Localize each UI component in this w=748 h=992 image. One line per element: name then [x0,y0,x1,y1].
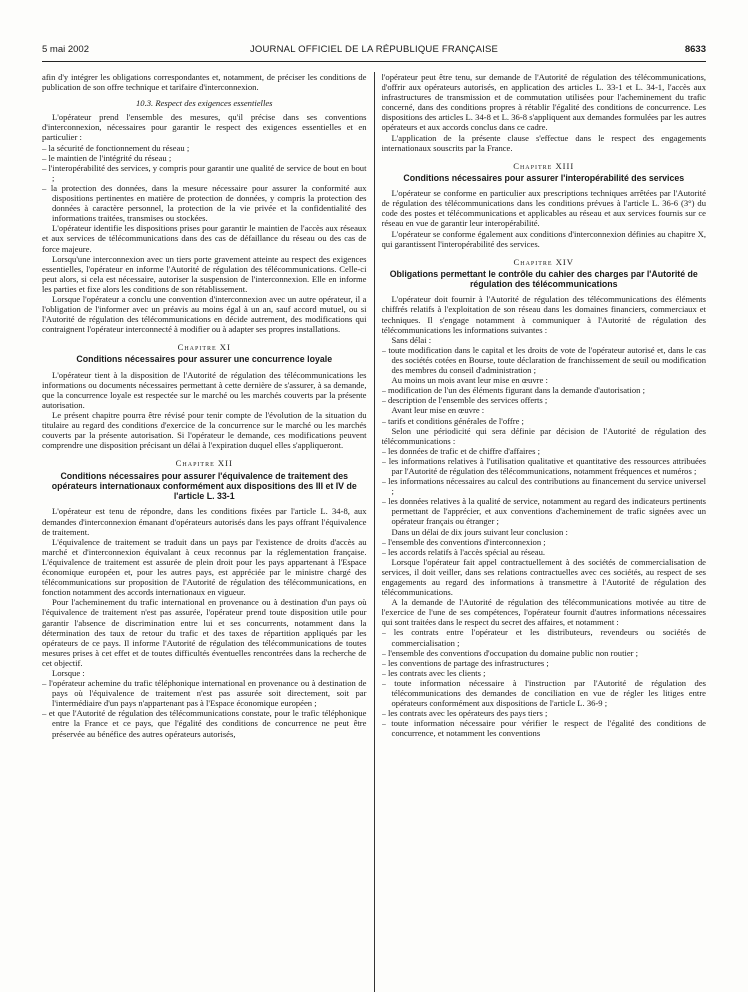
paragraph: Selon une périodicité qui sera définie par décision de l'Autorité de régulation des télécommunications : [381,425,706,446]
paragraph: L'opérateur prend l'ensemble des mesures, qu'il précise dans ses conventions d'interconnexion, nécessaires pour garantir le respect des exigences essentielles et en particulier : [42,112,367,143]
left-column [42,72,367,992]
paragraph: Lorsque l'opérateur a conclu une convention d'interconnexion avec un autre opérateur, il a l'obligation de l'informer avec un préavis au moins égal à un an, sauf accord mutuel, ou si l'Autorité de régulation des télécommunications en décide autrement, des modifications qui contraignent l'opérateur interconnecté à modifier ou à adapter ses propres installations. [42,293,367,335]
chapter-heading: Chapitre XIII [513,160,575,171]
list-item: – les contrats avec les opérateurs des pays tiers ; [381,708,548,719]
chapter-title: Obligations permettant le contrôle du cahier des charges par l'Autorité de régulation des télécommunications [389,268,698,290]
paragraph: L'opérateur est tenu de répondre, dans les conditions fixées par l'article L. 34-8, aux demandes d'interconnexion émanant d'opérateurs autorisés dans les pays offrant l'équivalence de traitement. [42,506,367,537]
paragraph: L'opérateur se conforme en particulier aux prescriptions techniques arrêtées par l'Autorité de régulation des télécommunications dans les conditions prévues à l'article L. 36-6 (3°) du code des postes et télécommunications et applicables au réseau et aux services fournis sur ce réseau en vue de garantir leur interopérabilité. [381,188,706,229]
paragraph: Le présent chapitre pourra être révisé pour tenir compte de l'évolution de la situation du titulaire au regard des conditions d'exercice de la concurrence sur le marché ou les marchés couverts par la présente autorisation. Si l'opérateur le demande, ces modifications peuvent comprendre une disposition précisant un délai à l'expiration duquel elles s'appliqueront. [42,410,367,451]
list-item: – le maintien de l'intégrité du réseau ; [42,152,172,163]
paragraph: L'opérateur se conforme également aux conditions d'interconnexion définies au chapitre X, qui garantissent l'interopérabilité des services. [381,228,706,249]
list-item: – les conventions de partage des infrastructures ; [381,657,549,668]
paragraph: L'opérateur identifie les dispositions prises pour garantir le maintien de l'accès aux réseaux et aux services de télécommunications dans des cas de défaillance du réseau ou des cas de force majeure. [42,223,367,254]
chapter-heading: Chapitre XIV [513,256,574,267]
header-journal-title: JOURNAL OFFICIEL DE LA RÉPUBLIQUE FRANÇAISE [249,44,499,55]
list-item: – les informations nécessaires au calcul des contributions au financement du service universel ; [381,476,706,497]
paragraph: Lorsqu'une interconnexion avec un tiers porte gravement atteinte au respect des exigences essentielles, l'opérateur en informe l'Autorité de régulation des télécommunications. Celle-ci peut alors, si cela est nécessaire, autoriser la suspension de l'interconnexion. Elle en informe les parties et fixe alors les conditions de son rétablissement. [42,253,367,294]
paragraph: Au moins un mois avant leur mise en œuvre : [391,375,548,386]
chapter-title: Conditions nécessaires pour assurer une concurrence loyale [76,354,333,365]
list-item: – les données relatives à la qualité de service, notamment au regard des indicateurs pertinents permettant de l'apprécier, et aux conventions d'acheminement de trafic signées avec un opérateur français ou étranger ; [381,496,706,527]
chapter-heading: Chapitre XII [175,458,233,469]
list-item: – l'opérateur achemine du trafic téléphonique international en provenance ou à destination de pays où l'équivalence de traitement n'est pas assurée soit directement, soit par l'intermédiaire d'un pays n'appartenant pas à l'Espace économique européen ; [42,678,367,709]
paragraph: L'opérateur doit fournir à l'Autorité de régulation des télécommunications des éléments chiffrés relatifs à l'exploitation de son réseau dans les domaines financiers, commerciaux et techniques. Il s'engage notamment à communiquer à l'Autorité de régulation des télécommunications les informations suivantes : [381,294,706,335]
paragraph: Lorsque l'opérateur fait appel contractuellement à des sociétés de commercialisation de services, il doit veiller, dans ses relations contractuelles avec ces sociétés, au respect de ses engagements au regard des informations à transmettre à l'Autorité de régulation des télécommunications. [381,556,706,598]
paragraph: L'application de la présente clause s'effectue dans le respect des engagements internationaux souscrits par la France. [381,132,706,153]
list-item: – les contrats avec les clients ; [381,667,486,678]
paragraph: afin d'y intégrer les obligations correspondantes et, notamment, de préciser les conditions de publication de son offre technique et tarifaire d'interconnexion. [42,72,367,93]
list-item: – la sécurité de fonctionnement du réseau ; [42,142,190,153]
paragraph: L'équivalence de traitement se traduit dans un pays par l'existence de droits d'accès au marché et d'interconnexion équivalant à ceux reconnus par la réglementation française. L'équivalence de traitement est assurée de plein droit pour les pays appartenant à l'Espace économique européen et, pour les autres pays, est appréciée par le ministre chargé des télécommunications sur proposition de l'Autorité de régulation des télécommunications, en fonction notamment des accords internationaux en vigueur. [42,536,367,598]
section-title: 10.3. Respect des exigences essentielles [136,98,273,109]
list-item: – les données de trafic et de chiffre d'affaires ; [381,445,540,456]
paragraph: A la demande de l'Autorité de régulation des télécommunications motivée au titre de l'exercice de l'une de ses compétences, l'opérateur fournit d'autres informations nécessaires qui sont traitées dans le respect du secret des affaires, et notamment : [381,597,706,628]
list-item: – toute information nécessaire pour vérifier le respect de l'égalité des conditions de concurrence, et notamment les conventions [381,718,706,739]
column-divider [374,72,375,992]
paragraph: L'opérateur tient à la disposition de l'Autorité de régulation des télécommunications les informations ou documents nécessaires permettant à cette dernière de s'assurer, à sa demande, que la concurrence loyale est respectée sur le marché ou les marchés couverts par la présente autorisation. [42,369,367,411]
paragraph: Dans un délai de dix jours suivant leur conclusion : [391,526,568,537]
paragraph: Pour l'acheminement du trafic international en provenance ou à destination d'un pays où l'équivalence de traitement n'est pas assurée, l'opérateur prend toute disposition utile pour garantir l'absence de discrimination entre lui et ses concurrents, notamment dans la détermination des taux de retour du trafic et des taxes de répartition appliqués par les opérateurs de ce pays. Il informe l'Autorité de régulation des télécommunications de toutes mesures prises à cet effet et de toutes difficultés éventuelles rencontrées dans la recherche de cet objectif. [42,597,367,668]
list-item: – les contrats entre l'opérateur et les distributeurs, revendeurs ou sociétés de commercialisation ; [381,627,706,648]
list-item: – modification de l'un des éléments figurant dans la demande d'autorisation ; [381,385,645,396]
paragraph: Sans délai : [391,334,432,345]
list-item: – l'ensemble des conventions d'interconnexion ; [381,536,546,547]
list-item: – toute information nécessaire à l'instruction par l'Autorité de régulation des télécommunications des demandes de conciliation en vue de régler les litiges entre opérateurs conformément aux dispositions de l'article L. 36-9 ; [381,677,706,709]
header-date: 5 mai 2002 [42,44,90,55]
paragraph: Avant leur mise en œuvre : [391,405,485,416]
list-item: – la protection des données, dans la mesure nécessaire pour assurer la conformité aux dispositions pertinentes en matière de protection de données, y compris la protection des données à caractère personnel, la protection de la vie privée et la confidentialité des informations traitées, transmises ou stockées. [42,182,367,224]
page-header [42,44,706,62]
chapter-title: Conditions nécessaires pour assurer l'équivalence de traitement des opérateurs internationaux conformément aux dispositions des III et IV de l'article L. 33-1 [51,470,357,502]
chapter-title: Conditions nécessaires pour assurer l'interopérabilité des services [403,172,685,183]
list-item: – toute modification dans le capital et les droits de vote de l'opérateur autorisé et, dans le cas des sociétés cotées en Bourse, toute déclaration de franchissement de seuil ou modification des membres du conseil d'administration ; [381,344,706,376]
list-item: – description de l'ensemble des services offerts ; [381,395,548,406]
paragraph: l'opérateur peut être tenu, sur demande de l'Autorité de régulation des télécommunications, d'offrir aux opérateurs autorisés, en application des articles L. 33-1 et L. 34-1, l'accès aux infrastructures de transmission et de commutation utilisées pour l'acheminement du trafic concerné, dans des conditions propres à rétablir l'égalité des conditions de concurrence. Les dispositions des articles L. 34-8 et L. 36-8 s'appliquent aux demandes formulées par les autres opérateurs et aux accords conclus dans ce cadre. [381,72,706,133]
list-item: – et que l'Autorité de régulation des télécommunications constate, pour le trafic téléphonique entre la France et ce pays, que l'égalité des conditions de concurrence ne peut être préservée au bénéfice des autres opérateurs autorisés, [42,708,367,739]
list-item: – les informations relatives à l'utilisation qualitative et quantitative des ressources attribuées par l'Autorité de régulation des télécommunications, notamment fréquences et numéros ; [381,455,706,476]
list-item: – les accords relatifs à l'accès spécial au réseau. [381,546,546,557]
chapter-heading: Chapitre XI [177,342,231,353]
list-item: – l'interopérabilité des services, y compris pour garantir une qualité de service de bout en bout ; [42,162,367,183]
list-item: – tarifs et conditions générales de l'offre ; [381,415,524,426]
right-column [382,72,707,992]
paragraph: Lorsque : [52,667,85,678]
header-page-number: 8633 [684,44,706,55]
list-item: – l'ensemble des conventions d'occupation du domaine public non routier ; [381,647,639,658]
